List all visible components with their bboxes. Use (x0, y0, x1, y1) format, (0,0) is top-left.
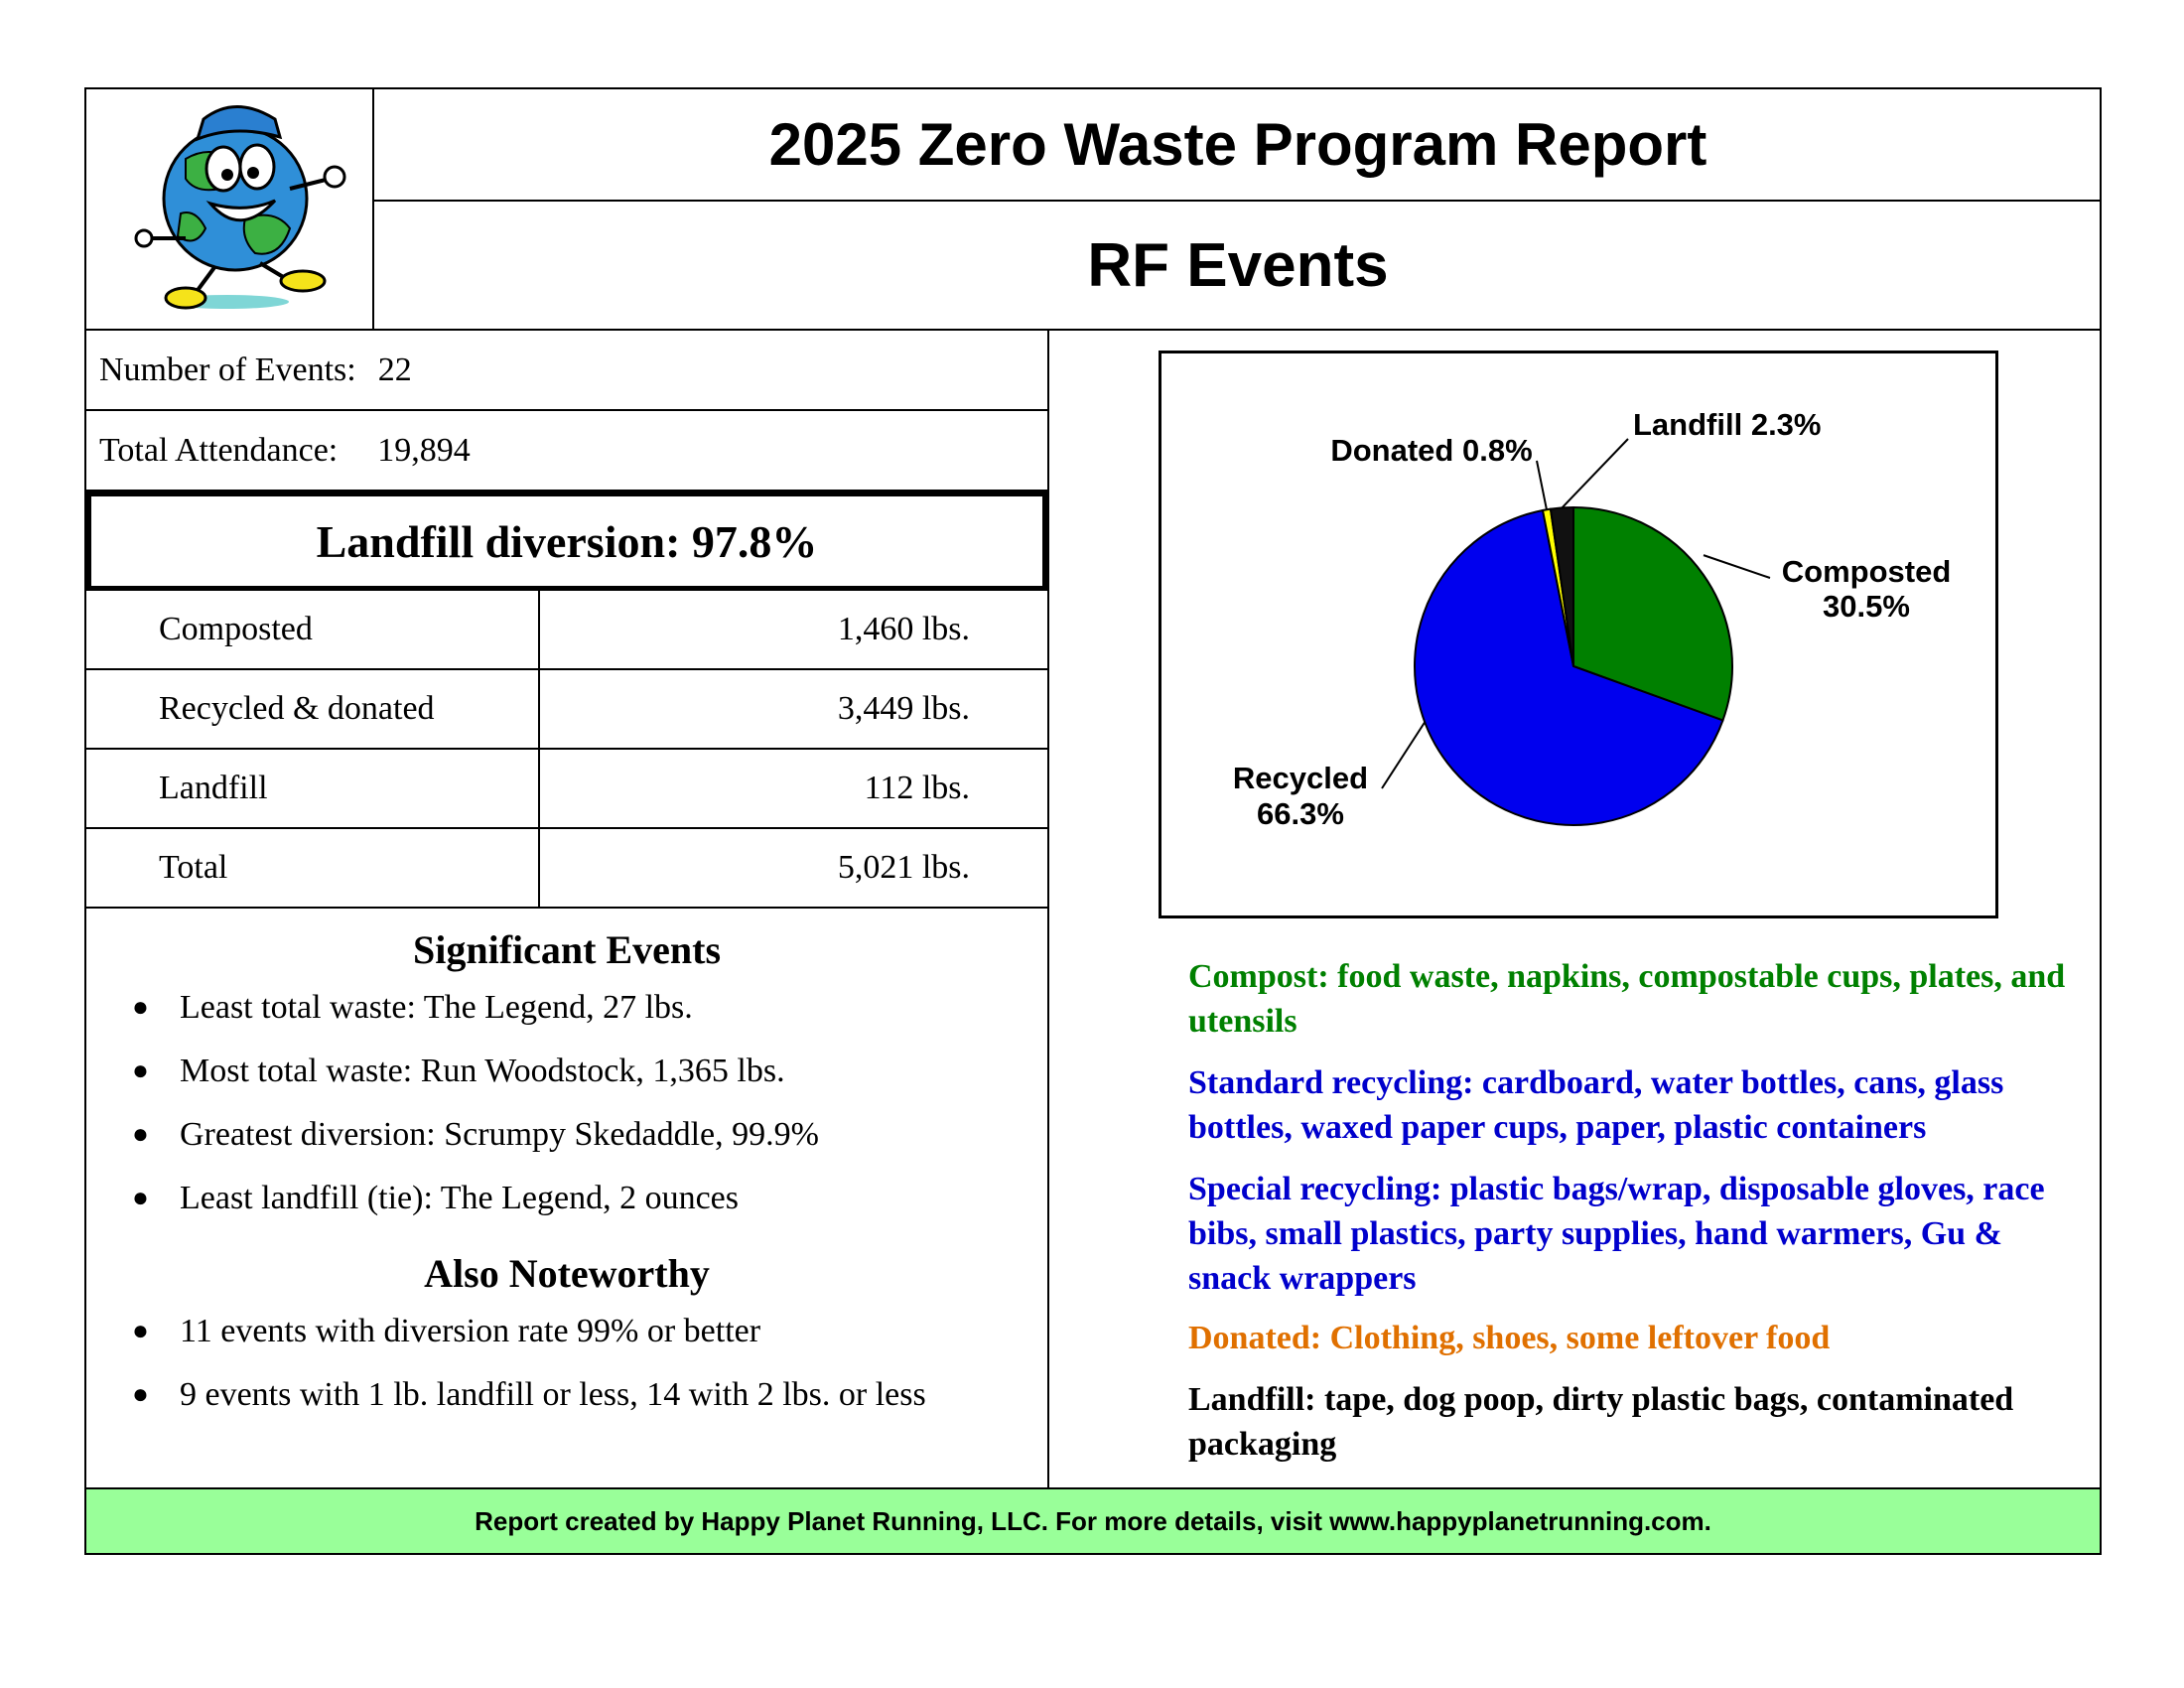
events-row (86, 331, 1047, 411)
also-noteworthy-list (86, 1310, 1047, 1417)
list-item: ● 11 events with diversion rate 99% or better (132, 1313, 761, 1349)
waste-label: Landfill (159, 770, 268, 806)
slice-label-composted: Composted (1781, 554, 1952, 589)
category-compost: Compost: food waste, napkins, compostable cups, plates, and utensils (1188, 958, 2066, 1040)
leader-line-landfill (1562, 439, 1628, 507)
report-frame (84, 87, 2102, 1555)
earth-runner-mascot-icon (86, 89, 372, 329)
waste-value: 5,021 lbs. (837, 849, 970, 886)
waste-label: Recycled & donated (159, 690, 435, 727)
list-item: ● Most total waste: Run Woodstock, 1,365 lbs. (132, 1053, 785, 1089)
list-item: ● 9 events with 1 lb. landfill or less, 14 with 2 lbs. or less (132, 1376, 926, 1413)
leader-line-donated (1537, 461, 1547, 509)
slice-value-recycled: 66.3% (1257, 796, 1344, 831)
footer: Report created by Happy Planet Running, LLC. For more details, visit www.happyplanetrunning.com. (86, 1487, 2100, 1553)
report-title: 2025 Zero Waste Program Report (374, 89, 2102, 202)
slice-label-landfill: Landfill 2.3% (1633, 407, 1822, 442)
category-landfill: Landfill: tape, dog poop, dirty plastic bags, contaminated packaging (1188, 1381, 2014, 1463)
pie-chart-svg (1161, 353, 1995, 915)
attendance-row (86, 411, 1047, 492)
report-subtitle: RF Events (374, 202, 2102, 331)
list-item: ● Least landfill (tie): The Legend, 2 ounces (132, 1180, 740, 1216)
attendance-value: 19,894 (377, 431, 471, 469)
list-item: ● Greatest diversion: Scrumpy Skedaddle, 99.9% (132, 1116, 819, 1153)
events-label: Number of Events: (99, 351, 356, 388)
slice-label-recycled: Recycled (1232, 761, 1369, 795)
waste-row-total (86, 829, 1047, 909)
waste-row-landfill (86, 750, 1047, 829)
significant-events-list (86, 986, 1047, 1220)
waste-row-recycled (86, 670, 1047, 750)
waste-row-composted (86, 591, 1047, 670)
landfill-diversion-box: Landfill diversion: 97.8% (86, 492, 1047, 591)
also-noteworthy-heading: Also Noteworthy (424, 1251, 710, 1296)
waste-value: 3,449 lbs. (837, 690, 970, 727)
pie-chart (1159, 351, 1998, 918)
waste-label: Total (159, 849, 228, 886)
category-special-recycling: Special recycling: plastic bags/wrap, disposable gloves, race bibs, small plastics, party supplies, hand warmers, Gu & snack wrappers (1188, 1171, 2045, 1297)
waste-value: 1,460 lbs. (837, 611, 970, 647)
category-standard-recycling: Standard recycling: cardboard, water bottles, cans, glass bottles, waxed paper cups, paper, plastic containers (1188, 1064, 2004, 1146)
slice-label-donated: Donated 0.8% (1330, 433, 1533, 468)
attendance-label: Total Attendance: (99, 431, 339, 469)
logo-cell (86, 89, 374, 331)
waste-label: Composted (159, 611, 313, 647)
list-item: ● Least total waste: The Legend, 27 lbs. (132, 989, 693, 1026)
slice-value-composted: 30.5% (1823, 589, 1910, 624)
chart-column (1049, 331, 2100, 1487)
leader-line-recycled (1382, 722, 1425, 788)
category-donated: Donated: Clothing, shoes, some leftover food (1188, 1320, 1831, 1356)
waste-value: 112 lbs. (864, 770, 970, 806)
events-value: 22 (377, 351, 412, 388)
significant-events-heading: Significant Events (412, 927, 722, 972)
summary-column (86, 331, 1049, 1487)
leader-line-composted (1704, 555, 1770, 578)
